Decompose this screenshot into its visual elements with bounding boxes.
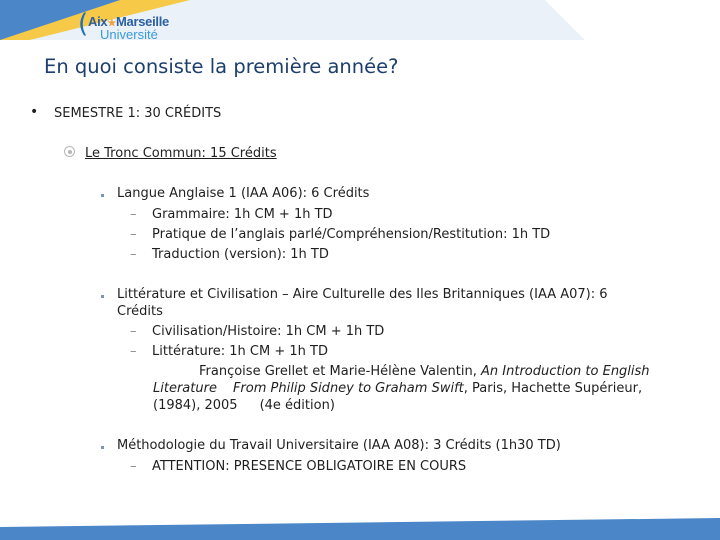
bullet-icon: • xyxy=(30,104,39,120)
logo-line1: Aix★Marseille xyxy=(88,14,169,29)
footer-blue-band xyxy=(0,518,720,540)
list-item: – Pratique de l’anglais parlé/Compréhension/Restitution: 1h TD xyxy=(130,227,551,242)
logo-line2: Université xyxy=(100,27,158,42)
bibliographic-reference: Françoise Grellet et Marie-Hélène Valentin, An Introduction to English Literature From Philip Sidney to Graham Swift, Paris, Hachette Supérieur, (1984), 2005 (4e édition) xyxy=(153,364,650,413)
dash-icon: – xyxy=(130,324,137,339)
square-bullet-icon xyxy=(101,446,104,449)
slide-title: En quoi consiste la première année? xyxy=(44,55,399,78)
logo-bracket-icon: ( xyxy=(78,9,89,39)
dash-icon: – xyxy=(130,247,137,262)
aix-marseille-logo xyxy=(78,9,188,42)
dash-icon: – xyxy=(130,227,137,242)
square-bullet-icon xyxy=(101,194,104,197)
logo-star-icon: ★ xyxy=(107,18,117,29)
list-item: – Littérature: 1h CM + 1h TD xyxy=(130,344,328,359)
dash-icon: – xyxy=(130,459,137,474)
section-langue-anglaise: Langue Anglaise 1 (IAA A06): 6 Crédits xyxy=(117,186,370,201)
section-litterature-civilisation: Littérature et Civilisation – Aire Culturelle des Iles Britanniques (IAA A07): 6 Crédits xyxy=(117,287,608,319)
dash-icon: – xyxy=(130,344,137,359)
list-item: – ATTENTION: PRESENCE OBLIGATOIRE EN COURS xyxy=(130,459,467,474)
list-item: – Traduction (version): 1h TD xyxy=(130,247,329,262)
section-methodologie: Méthodologie du Travail Universitaire (IAA A08): 3 Crédits (1h30 TD) xyxy=(117,438,561,453)
dash-icon: – xyxy=(130,207,137,222)
circle-bullet-icon xyxy=(64,146,75,157)
tronc-commun-heading: Le Tronc Commun: 15 Crédits xyxy=(85,146,277,161)
semestre-heading: SEMESTRE 1: 30 CRÉDITS xyxy=(54,106,222,121)
list-item: – Civilisation/Histoire: 1h CM + 1h TD xyxy=(130,324,385,339)
list-item: – Grammaire: 1h CM + 1h TD xyxy=(130,207,333,222)
square-bullet-icon xyxy=(101,295,104,298)
